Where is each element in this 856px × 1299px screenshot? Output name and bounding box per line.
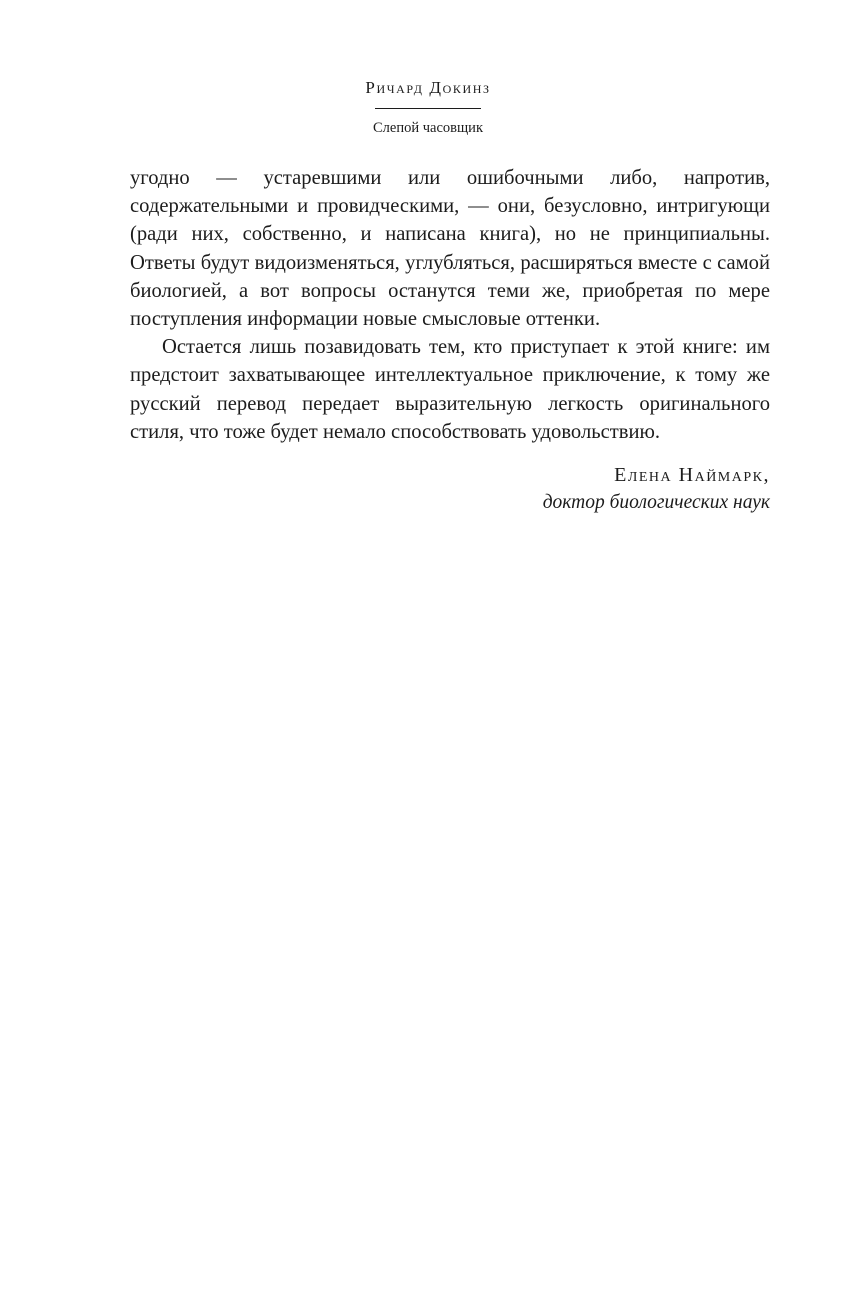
- running-head-book-title: Слепой часовщик: [373, 120, 483, 136]
- running-head: [0, 76, 856, 138]
- paragraph: Остается лишь позавидовать тем, кто приступает к этой книге: им предстоит захватывающее интеллектуальное приключение, к тому же русский перевод передает выразительную легкость оригинального стиля, что тоже будет немало способствовать удовольствию.: [130, 336, 770, 443]
- signature-title: доктор биологических наук: [542, 492, 770, 513]
- body-text: [130, 164, 770, 446]
- running-head-author: Ричард Докинз: [365, 78, 491, 97]
- header-divider: [375, 108, 481, 109]
- signature-block: [430, 461, 770, 517]
- paragraph-continuation: угодно — устаревшими или ошибочными либо, напротив, содержательными и провидческими, — они, безусловно, интригующи (ради них, собственно, и написана книга), но не принципиальны. Ответы будут видоизменяться, углубляться, расширяться вместе с самой биологией, а вот вопросы останутся теми же, приобретая по мере поступления информации новые смысловые оттенки.: [130, 167, 770, 331]
- signature-name: Елена Наймарк,: [614, 464, 770, 486]
